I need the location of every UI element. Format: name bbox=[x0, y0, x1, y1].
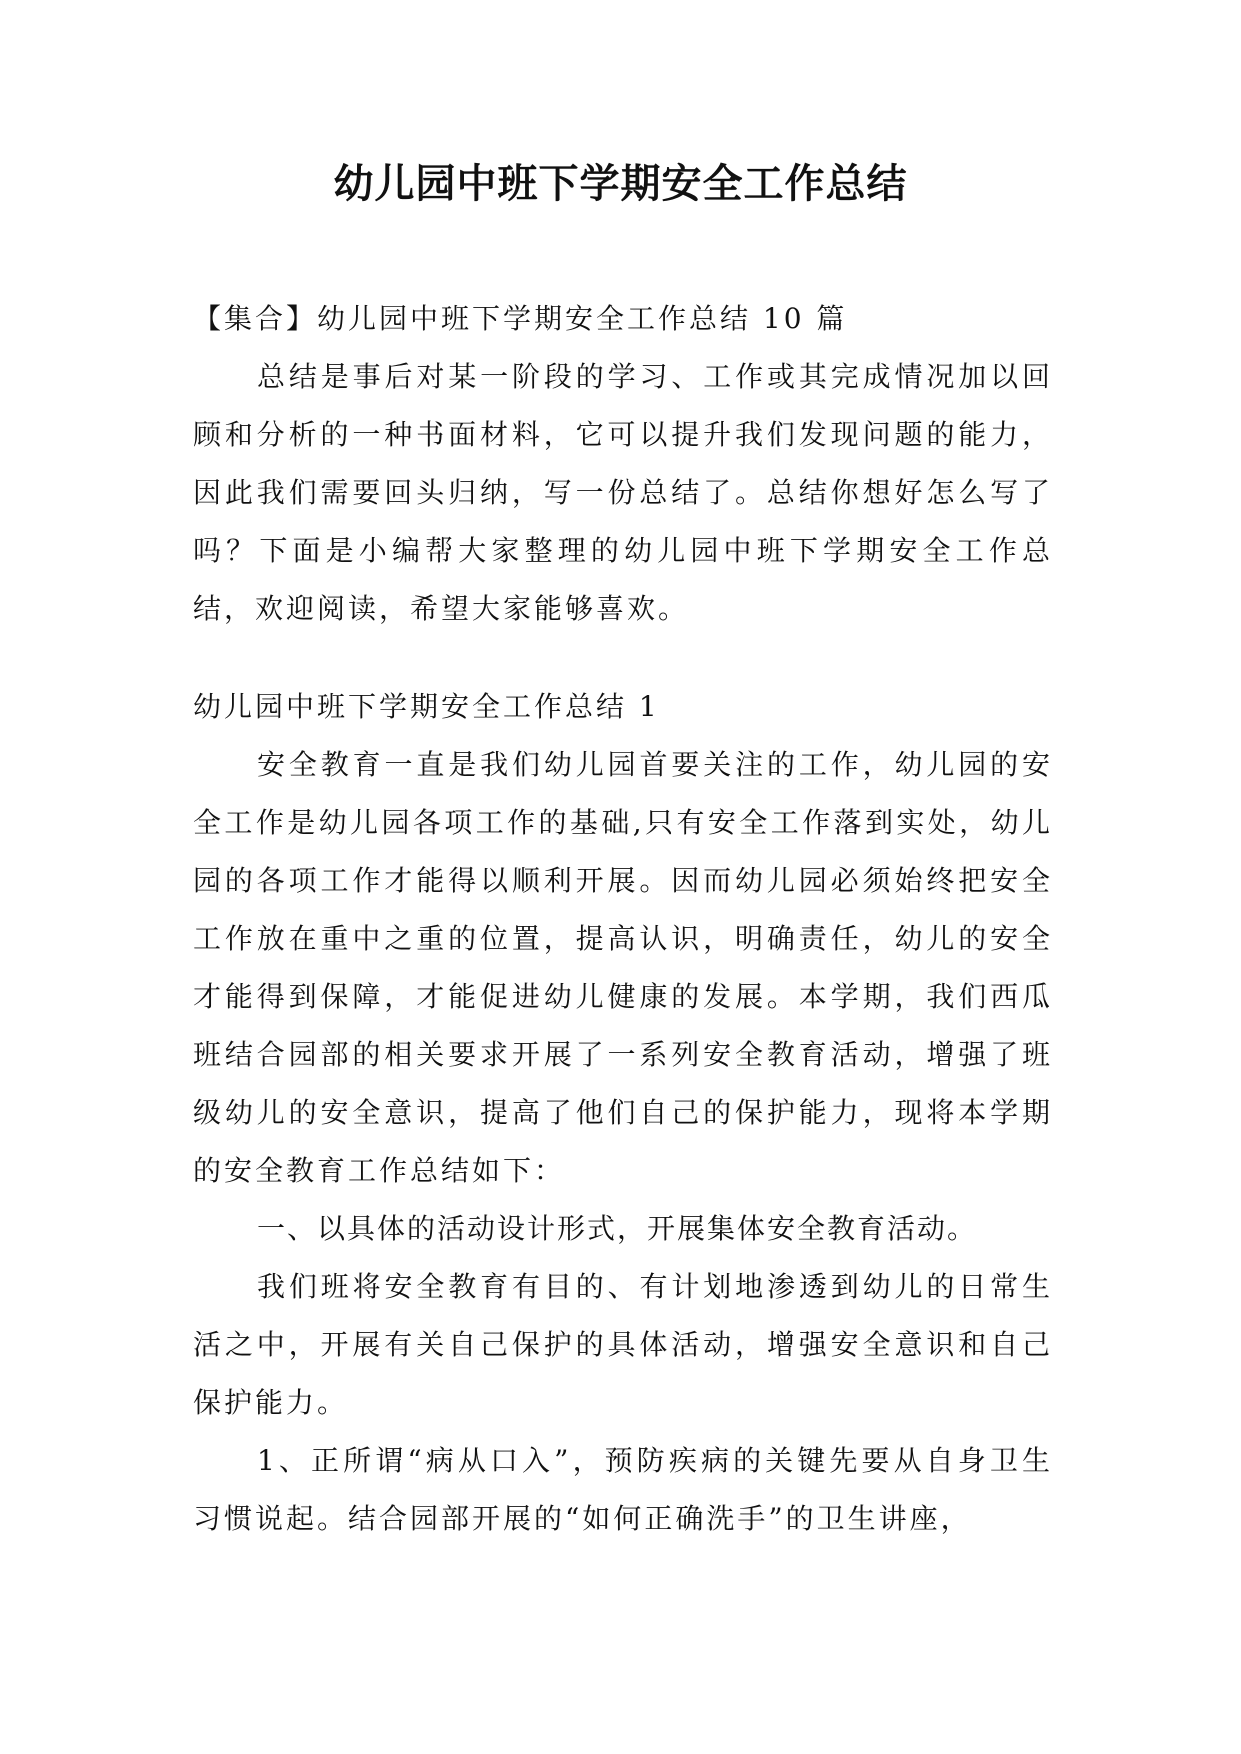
section-spacer bbox=[193, 638, 1053, 678]
body-paragraph-3: 1、正所谓“病从口入”，预防疾病的关键先要从自身卫生习惯说起。结合园部开展的“如何正确洗手”的卫生讲座， bbox=[193, 1444, 1053, 1535]
collection-heading: 【集合】幼儿园中班下学期安全工作总结 10 篇 bbox=[193, 302, 848, 335]
body-paragraph-2: 我们班将安全教育有目的、有计划地渗透到幼儿的日常生活之中，开展有关自己保护的具体活动，增强安全意识和自己保护能力。 bbox=[193, 1270, 1053, 1419]
body-paragraph-1: 安全教育一直是我们幼儿园首要关注的工作，幼儿园的安全工作是幼儿园各项工作的基础,只有安全工作落到实处，幼儿园的各项工作才能得以顺利开展。因而幼儿园必须始终把安全工作放在重中之重的位置，提高认识，明确责任，幼儿的安全才能得到保障，才能促进幼儿健康的发展。本学期，我们西瓜班结合园部的相关要求开展了一系列安全教育活动，增强了班级幼儿的安全意识，提高了他们自己的保护能力，现将本学期的安全教育工作总结如下： bbox=[193, 748, 1053, 1187]
document-body bbox=[193, 290, 1053, 1548]
section-heading: 幼儿园中班下学期安全工作总结 1 bbox=[193, 690, 660, 723]
document-title: 幼儿园中班下学期安全工作总结 bbox=[333, 161, 908, 207]
subheading-1: 一、以具体的活动设计形式，开展集体安全教育活动。 bbox=[257, 1212, 978, 1245]
intro-paragraph: 总结是事后对某一阶段的学习、工作或其完成情况加以回顾和分析的一种书面材料，它可以提升我们发现问题的能力，因此我们需要回头归纳，写一份总结了。总结你想好怎么写了吗？下面是小编帮大家整理的幼儿园中班下学期安全工作总结，欢迎阅读，希望大家能够喜欢。 bbox=[193, 360, 1053, 625]
